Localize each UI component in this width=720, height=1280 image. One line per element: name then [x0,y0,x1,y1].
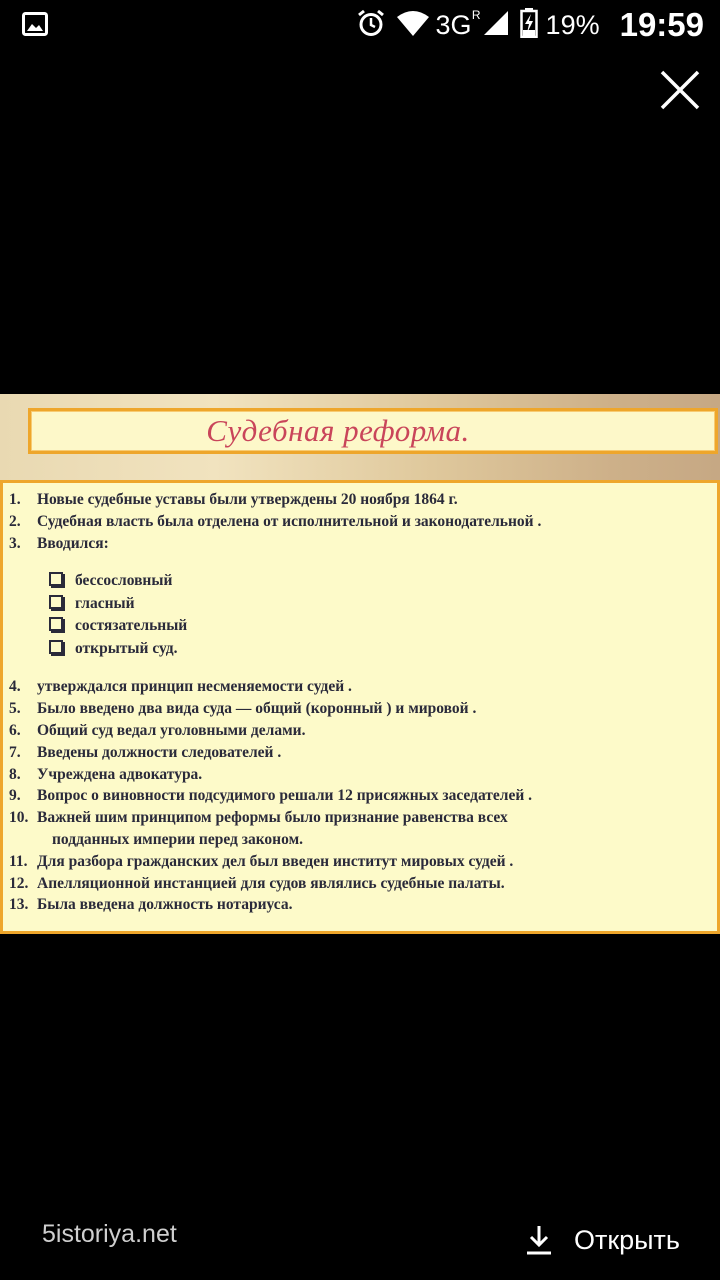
image-title: Судебная реформа. [206,413,470,448]
image-notification-icon [22,12,48,40]
checkbox-bullet-icon [49,640,63,654]
list-item: 4. утверждался принцип несменяемости судей . [9,678,352,696]
list-item: 6. Общий суд ведал уголовными делами. [9,721,306,739]
image-body [0,480,720,934]
signal-icon [482,9,510,41]
download-icon [524,1224,554,1256]
list-item: 1. Новые судебные уставы были утверждены 20 ноября 1864 г. [9,491,458,508]
close-button[interactable] [650,60,710,120]
sub-list-item: открытый суд. [49,638,719,661]
list-item: 5. Было введено два вида суда — общий (коронный ) и мировой . [9,700,477,718]
status-bar [0,0,720,50]
clock: 19:59 [619,6,704,43]
image-title-box [28,408,718,454]
status-indicators [346,4,704,46]
checkbox-bullet-icon [49,572,63,586]
list-item: 3. Вводился: [9,534,109,552]
list-item: 13. Была введена должность нотариуса. [9,896,293,914]
close-icon [659,69,701,111]
list-item: 7. Введены должности следователей . [9,743,282,761]
court-properties-list [49,570,719,660]
image-header [0,394,720,484]
list-item: 8. Учреждена адвокатура. [9,765,203,783]
sub-list-item: состязательный [49,615,719,638]
list-item: 12. Апелляционной инстанцией для судов являлись судебные палаты. [9,874,505,892]
reform-list [9,489,719,916]
battery-level: 19% [545,9,600,40]
network-type: 3G R [435,7,481,40]
open-label: Открыть [573,1224,680,1255]
battery-charging-icon [520,8,538,42]
sub-list-item: гласный [49,593,719,616]
list-item: 9. Вопрос о виновности подсудимого решали 12 присяжных заседателей . [9,787,533,805]
checkbox-bullet-icon [49,595,63,609]
list-item-continuation: подданных империи перед законом. [52,830,304,848]
source-domain: 5istoriya.net [42,1220,177,1248]
open-button[interactable] [524,1218,680,1262]
list-item: 11. Для разбора гражданских дел был введен институт мировых судей . [9,852,514,870]
viewed-image[interactable] [0,394,720,934]
list-item: 10. Важней шим принципом реформы было признание равенства всех [9,809,508,827]
alarm-icon [356,8,386,42]
list-item: 2. Судебная власть была отделена от исполнительной и законодательной . [9,512,542,530]
sub-list-item: бессословный [49,570,719,593]
wifi-icon [396,9,430,41]
checkbox-bullet-icon [49,617,63,631]
